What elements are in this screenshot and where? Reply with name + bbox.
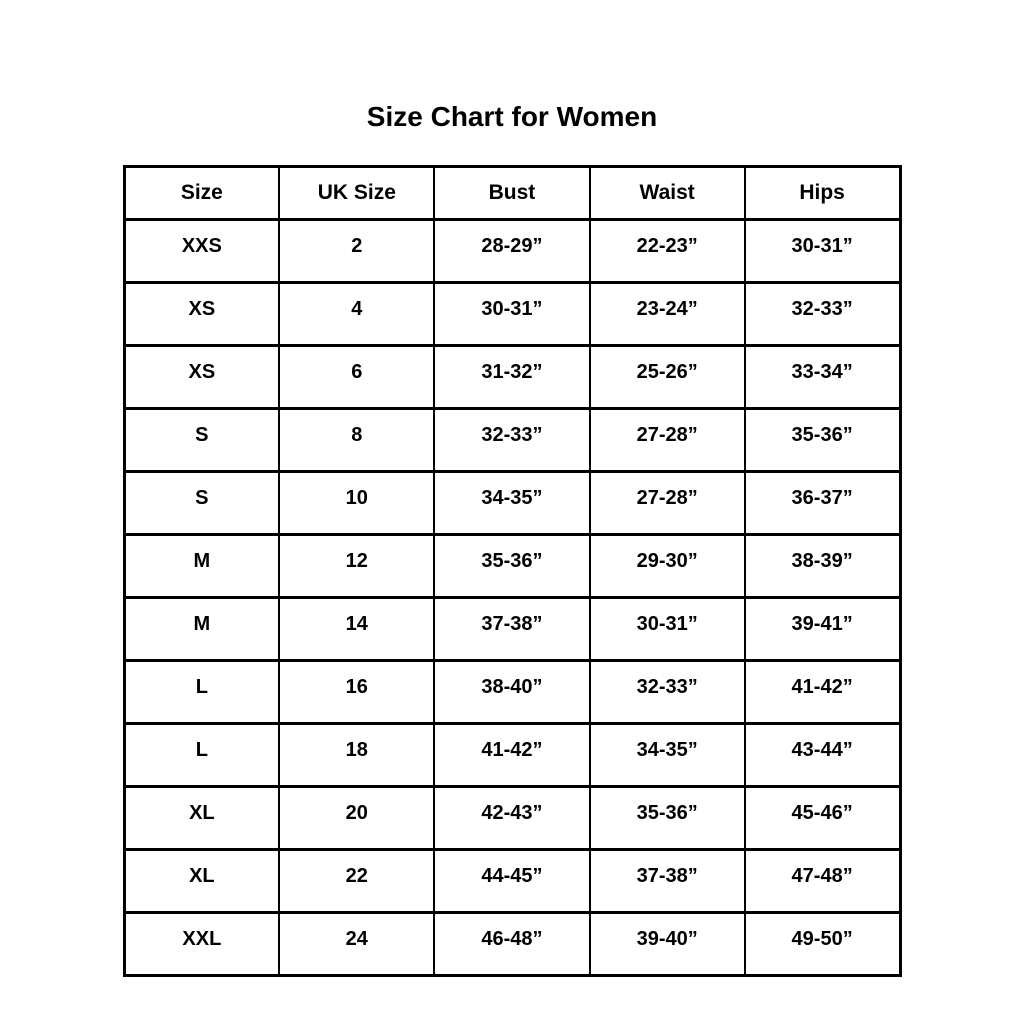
table-cell: XS [124, 282, 279, 345]
table-cell: 10 [279, 471, 434, 534]
size-chart-table [123, 165, 902, 977]
table-row [124, 534, 900, 597]
table-cell: M [124, 597, 279, 660]
table-cell: 4 [279, 282, 434, 345]
table-row [124, 219, 900, 282]
table-cell: 39-40” [590, 912, 745, 975]
table-cell: 12 [279, 534, 434, 597]
table-cell: 25-26” [590, 345, 745, 408]
table-cell: 8 [279, 408, 434, 471]
table-row [124, 660, 900, 723]
table-cell: 24 [279, 912, 434, 975]
table-cell: 35-36” [590, 786, 745, 849]
table-cell: 20 [279, 786, 434, 849]
table-head [124, 166, 900, 219]
table-cell: 37-38” [434, 597, 589, 660]
table-cell: 44-45” [434, 849, 589, 912]
table-cell: 35-36” [434, 534, 589, 597]
table-cell: 34-35” [590, 723, 745, 786]
table-cell: 32-33” [590, 660, 745, 723]
table-cell: 27-28” [590, 471, 745, 534]
column-header: Waist [590, 166, 745, 219]
table-cell: 37-38” [590, 849, 745, 912]
table-cell: 41-42” [434, 723, 589, 786]
table-row [124, 723, 900, 786]
table-row [124, 345, 900, 408]
table-cell: XL [124, 786, 279, 849]
table-cell: 30-31” [745, 219, 900, 282]
table-row [124, 597, 900, 660]
table-cell: 35-36” [745, 408, 900, 471]
table-cell: 18 [279, 723, 434, 786]
column-header: UK Size [279, 166, 434, 219]
table-cell: 30-31” [434, 282, 589, 345]
column-header: Size [124, 166, 279, 219]
table-cell: S [124, 471, 279, 534]
table-cell: M [124, 534, 279, 597]
table-cell: 16 [279, 660, 434, 723]
table-cell: XXS [124, 219, 279, 282]
table-cell: 38-40” [434, 660, 589, 723]
page-title: Size Chart for Women [366, 101, 658, 132]
table-cell: 23-24” [590, 282, 745, 345]
column-header: Hips [745, 166, 900, 219]
table-body [124, 219, 900, 975]
table-cell: 38-39” [745, 534, 900, 597]
table-cell: S [124, 408, 279, 471]
table-cell: 43-44” [745, 723, 900, 786]
table-cell: XL [124, 849, 279, 912]
table-cell: XXL [124, 912, 279, 975]
table-row [124, 471, 900, 534]
table-cell: 28-29” [434, 219, 589, 282]
table-row [124, 849, 900, 912]
table-cell: 42-43” [434, 786, 589, 849]
table-row [124, 786, 900, 849]
table-row [124, 282, 900, 345]
table-cell: 36-37” [745, 471, 900, 534]
table-cell: 49-50” [745, 912, 900, 975]
table-cell: L [124, 660, 279, 723]
table-cell: 29-30” [590, 534, 745, 597]
table-cell: 41-42” [745, 660, 900, 723]
table-header-row [124, 166, 900, 219]
table-cell: 39-41” [745, 597, 900, 660]
table-cell: XS [124, 345, 279, 408]
table-cell: 45-46” [745, 786, 900, 849]
table-cell: 31-32” [434, 345, 589, 408]
table-row [124, 408, 900, 471]
column-header: Bust [434, 166, 589, 219]
table-cell: 27-28” [590, 408, 745, 471]
table-cell: 22 [279, 849, 434, 912]
table-row [124, 912, 900, 975]
table-cell: 6 [279, 345, 434, 408]
table-cell: 32-33” [434, 408, 589, 471]
table-cell: 33-34” [745, 345, 900, 408]
table-cell: 46-48” [434, 912, 589, 975]
table-cell: 47-48” [745, 849, 900, 912]
table-cell: 32-33” [745, 282, 900, 345]
table-cell: 34-35” [434, 471, 589, 534]
table-cell: 22-23” [590, 219, 745, 282]
table-cell: L [124, 723, 279, 786]
table-cell: 30-31” [590, 597, 745, 660]
table-cell: 14 [279, 597, 434, 660]
table-cell: 2 [279, 219, 434, 282]
